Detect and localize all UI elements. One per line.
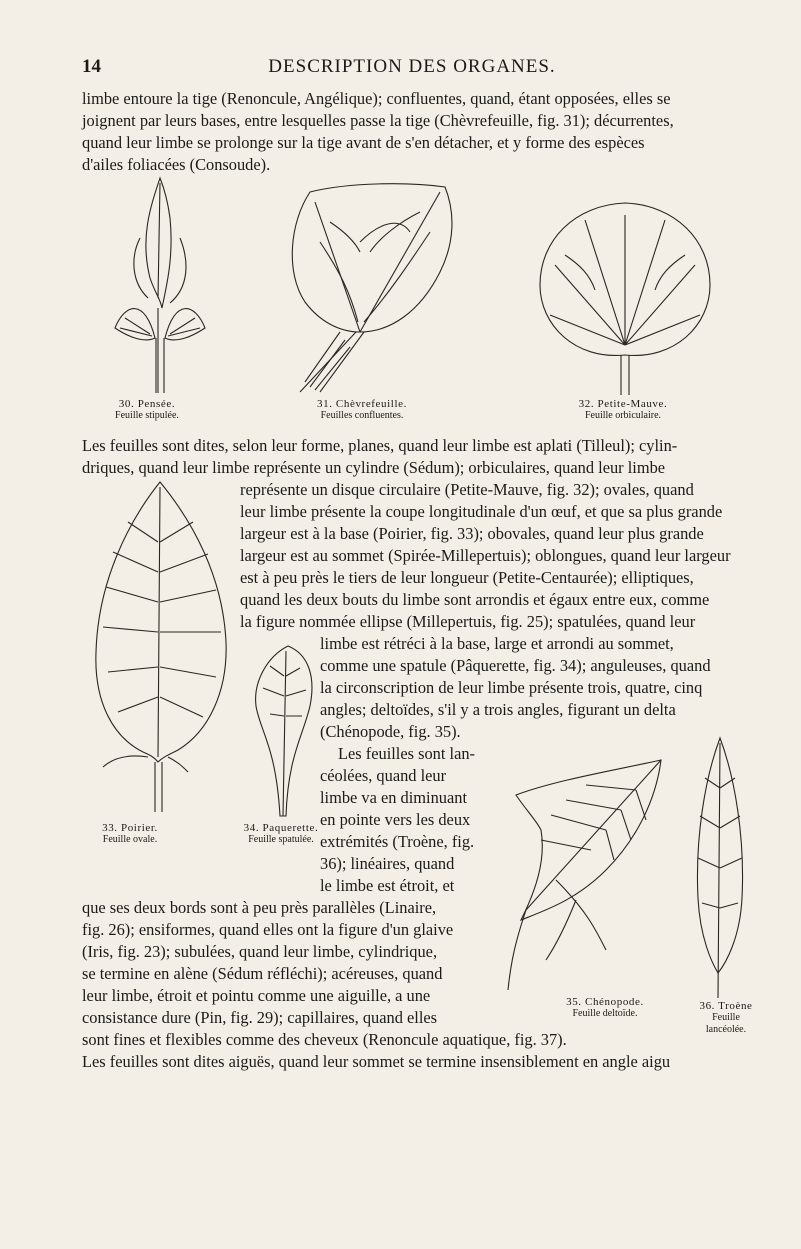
fig34-number: 34. Paquerette. — [243, 822, 319, 834]
fig31-caption-text: Feuilles confluentes. — [320, 410, 404, 421]
text-line: 36); linéaires, quand — [320, 854, 455, 873]
text-line: la figure nommée ellipse (Millepertuis, fig. 25); spatulées, quand leur — [240, 612, 696, 631]
text-line: (Iris, fig. 23); subulées, quand leur limbe, cylindrique, — [82, 942, 438, 961]
fig35-caption — [555, 996, 655, 1020]
text-line: la circonscription de leur limbe présente trois, quatre, cinq — [320, 678, 703, 697]
text-line: limbe entoure la tige (Renoncule, Angélique); confluentes, quand, étant opposées, elles se — [82, 89, 671, 108]
text-line: limbe va en diminuant — [320, 788, 468, 807]
text-line: extrémités (Troène, fig. — [320, 832, 475, 851]
text-line: leur limbe, étroit et pointu comme une aiguille, a une — [82, 986, 431, 1005]
text-line: angles; deltoïdes, s'il y a trois angles, figurant un delta — [320, 700, 676, 719]
text-line: joignent par leurs bases, entre lesquelles passe la tige (Chèvrefeuille, fig. 31); décurrentes, — [82, 111, 674, 130]
text-line: que ses deux bords sont à peu près parallèles (Linaire, — [82, 898, 437, 917]
text-line: fig. 26); ensiformes, quand elles ont la figure d'un glaive — [82, 920, 454, 939]
fig31-number: 31. Chèvrefeuille. — [317, 398, 407, 410]
page-number: 14 — [82, 56, 101, 77]
text-line: céolées, quand leur — [320, 766, 447, 785]
text-line: sont fines et flexibles comme des cheveux (Renoncule aquatique, fig. 37). — [82, 1030, 567, 1049]
fig30-caption-text: Feuille stipulée. — [115, 410, 179, 421]
text-line: driques, quand leur limbe représente un cylindre (Sédum); orbiculaires, quand leur limbe — [82, 458, 666, 477]
fig33-caption — [90, 822, 170, 846]
fig35-caption-text: Feuille deltoïde. — [572, 1008, 638, 1019]
text-line: limbe est rétréci à la base, large et arrondi au sommet, — [320, 634, 674, 653]
text-line: d'ailes foliacées (Consoude). — [82, 155, 271, 174]
running-title: DESCRIPTION DES ORGANES. — [268, 56, 556, 77]
fig32-caption-text: Feuille orbiculaire. — [584, 410, 662, 421]
fig30-illustration — [110, 178, 210, 393]
text-line: consistance dure (Pin, fig. 29); capillaires, quand elles — [82, 1008, 438, 1027]
text-line: (Chénopode, fig. 35). — [320, 722, 461, 741]
text-line: Les feuilles sont dites aiguës, quand leur sommet se termine insensiblement en angle aigu — [82, 1052, 671, 1071]
fig33-caption-text: Feuille ovale. — [102, 834, 158, 845]
text-line: leur limbe présente la coupe longitudinale d'un œuf, et que sa plus grande — [240, 502, 723, 521]
fig33-illustration — [88, 482, 233, 812]
text-line: quand leur limbe se prolonge sur la tige avant de s'en détacher, et y forme des espèces — [82, 133, 645, 152]
text-line: Les feuilles sont lan- — [338, 744, 476, 763]
text-line: largeur est à la base (Poirier, fig. 33); obovales, quand leur plus grande — [240, 524, 704, 543]
text-line: quand les deux bouts du limbe sont arrondis et égaux entre eux, comme — [240, 590, 710, 609]
fig36-number: 36. Troène — [699, 1000, 753, 1012]
text-line: le limbe est étroit, et — [320, 876, 455, 895]
text-line: est à peu près le tiers de leur longueur (Petite-Centaurée); elliptiques, — [240, 568, 694, 587]
text-line: se termine en alène (Sédum réfléchi); acéreuses, quand — [82, 964, 443, 983]
fig31-caption — [292, 398, 432, 422]
fig36-caption-line-2: lancéolée. — [705, 1024, 747, 1035]
fig36-caption-line-1: Feuille — [712, 1012, 740, 1023]
fig34-caption-text: Feuille spatulée. — [248, 834, 314, 845]
text-line: représente un disque circulaire (Petite-Mauve, fig. 32); ovales, quand — [240, 480, 694, 499]
text-line: Les feuilles sont dites, selon leur forme, planes, quand leur limbe est aplati (Tilleul); cylin- — [82, 436, 678, 455]
page-header — [82, 56, 742, 80]
fig35-number: 35. Chénopode. — [566, 996, 644, 1008]
fig30-caption — [92, 398, 202, 422]
fig34-caption — [238, 822, 324, 846]
fig33-number: 33. Poirier. — [102, 822, 158, 834]
fig34-illustration — [248, 646, 318, 816]
fig36-illustration — [690, 738, 750, 998]
fig30-number: 30. Pensée. — [118, 398, 176, 410]
fig32-illustration — [535, 195, 715, 395]
text-line: comme une spatule (Pâquerette, fig. 34); anguleuses, quand — [320, 656, 711, 675]
fig32-caption — [548, 398, 698, 422]
fig35-illustration — [496, 760, 666, 990]
fig31-illustration — [260, 182, 460, 392]
fig32-number: 32. Petite-Mauve. — [578, 398, 668, 410]
fig36-caption — [688, 1000, 764, 1036]
text-line: en pointe vers les deux — [320, 810, 471, 829]
text-line: largeur est au sommet (Spirée-Millepertuis); oblongues, quand leur largeur — [240, 546, 731, 565]
